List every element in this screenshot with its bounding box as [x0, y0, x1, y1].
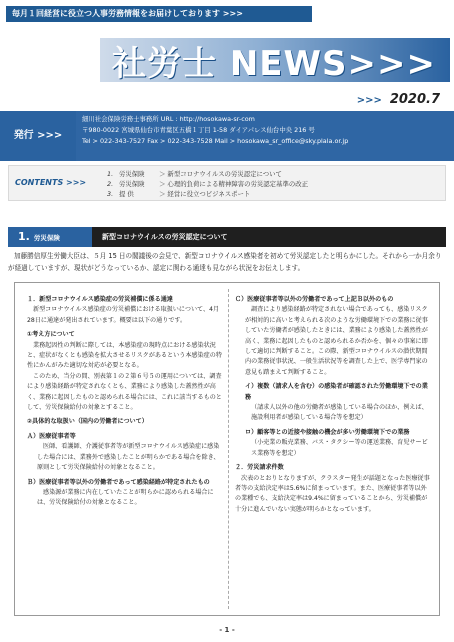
section-heading	[8, 227, 446, 247]
contents-item-tag: 提 供	[119, 190, 134, 198]
heading-item-i: イ）複数（請求人を含む）の感染者が確認された労働環境下での業務	[245, 383, 428, 401]
issue-number: 2020.7	[389, 92, 440, 107]
paragraph: 調査により感染経路が特定されない場合であっても、感染リスクが相対的に高いと考えられる次のような労働環境下での業務に従事していた労働者が感染したときには、業務により感染した蓋然性が高く、業務に起因したものと認められるか否かを、個々の事案に即して適切に判断すること。この際、新型コロナウイルスの潜伏期間内の業務従事状況、一般生活状況等を調査した上で、医学専門家の意見も踏まえて判断すること。	[245, 306, 428, 376]
contents-item-text: ＞ 新型コロナウイルスの労災認定について	[159, 170, 282, 178]
contents-item-num: 1.	[107, 170, 114, 178]
publisher-contact: Tel > 022-343-7527 Fax > 022-343-7528 Mail > hosokawa_sr_office@sky.plala.or.jp	[82, 137, 349, 145]
paragraph: 医師、看護師、介護従事者等が新型コロナウイルス感染症に感染した場合には、業務外で感染したことが明らかである場合を除き、原則として労災保険給付の対象となること。	[37, 443, 220, 472]
paragraph: このため、当分の間、別表第１の２第６号５の運用については、調査により感染経路が特定されなくとも、業務により感染した蓋然性が高く、業務に起因したものと認められる場合には、これに該当するものとして、労災保険給付の対象とすること。	[27, 372, 222, 412]
heading-handling: ②具体的な取扱い（国内の労働者について）	[27, 418, 148, 426]
paragraph: 次表のとおりとなりますが、クラスター発生が話題となった医療従事者等の支給決定率は5.6%に留まっています。また、医療従事者等以外の業種でも、支給決定率は9.4%に留まっていることから、労災補償が十分に進んでいない実態が明らかとなっています。	[235, 474, 430, 513]
contents-item-num: 3.	[107, 190, 114, 198]
contents-list	[107, 169, 308, 199]
contents-item[interactable]	[107, 189, 308, 199]
contents-item-num: 2.	[107, 180, 114, 188]
heading-approach: ①考え方について	[27, 331, 75, 339]
intro-paragraph: 加藤勝信厚生労働大臣は、５月 15 日の閣議後の会見で、新型コロナウイルス感染者を初めて労災認定したと明らかにした。それから一か月余りが経過していますが、現状がどうなっているか、認定に関わる通達も見ながら状況をお伝えします。	[8, 252, 442, 272]
publisher-name-url: 細川社会保険労務士事務所 URL : http://hosokawa-sr-com	[82, 115, 255, 123]
publisher-label: 発行 >>>	[0, 111, 76, 161]
issue-arrow-icon: >>>	[356, 95, 382, 106]
contents-box	[8, 165, 446, 201]
heading-other-workers: Ｃ）医療従事者等以外の労働者であって上記Ｂ以外のもの	[235, 296, 394, 303]
contents-item[interactable]	[107, 179, 308, 189]
section-title: 新型コロナウイルスの労災認定について	[102, 233, 228, 241]
article-box	[14, 282, 440, 616]
contents-item-tag: 労災保険	[119, 170, 145, 178]
heading-notice: １．新型コロナウイルス感染症の労災補償に係る通達	[27, 296, 173, 303]
paragraph: （小売業の販売業務、バス・タクシー等の運送業務、育児サービス業務等を想定）	[251, 439, 428, 457]
publisher-address: 〒980-0022 宮城県仙台市青葉区五橋１丁目 1-58 ダイアパレス仙台中央 216 号	[82, 126, 315, 134]
contents-item[interactable]	[107, 169, 308, 179]
paragraph: 業務起因性の判断に際しては、本感染症の現時点における感染状況と、症状がなくとも感染を拡大させるリスクがあるという本感染症の特性にかんがみた適切な対応が必要となる。	[27, 341, 222, 370]
issue-date	[357, 92, 440, 107]
newsletter-tagline: 毎月１回経営に役立つ人事労務情報をお届けしております >>>	[6, 6, 312, 22]
heading-non-medical: Ｂ）医療従事者等以外の労働者であって感染経路が特定されたもの	[27, 478, 210, 486]
right-column	[235, 291, 431, 515]
heading-medical: Ａ）医療従事者等	[27, 432, 76, 440]
section-number	[8, 227, 92, 247]
contents-label: CONTENTS >>>	[15, 178, 87, 187]
section-tag: 労災保険	[33, 234, 60, 242]
left-column	[27, 291, 223, 509]
column-divider	[228, 289, 229, 609]
masthead	[0, 30, 454, 110]
heading-claims: ２．労災請求件数	[235, 464, 284, 472]
section-num-text: 1.	[18, 230, 30, 243]
heading-item-ro: ロ）顧客等との近接や接触の機会が多い労働環境下での業務	[245, 428, 410, 436]
newsletter-title: 社労士 NEWS>>>	[112, 44, 436, 84]
paragraph: 感染源が業務に内在していたことが明らかに認められる場合には、労災保険給付の対象となること。	[37, 488, 214, 507]
contents-item-text: ＞ 心理的負荷による精神障害の労災認定基準の改正	[159, 180, 309, 188]
top-banner	[0, 0, 454, 30]
contents-item-text: ＞ 経営に役立つビジネスポート	[159, 190, 251, 198]
publisher-block	[0, 111, 454, 161]
publisher-info	[76, 111, 454, 161]
paragraph: （請求人以外の他の労働者が感染している場合のほか、例えば、施設利用者が感染している場合等を想定）	[251, 404, 428, 422]
paragraph: 新型コロナウイルス感染症の労災補償における取扱いについて、4月28日に通達が発出されています。概要は以下の通りです。	[27, 306, 220, 324]
page-number: - 1 -	[219, 626, 235, 634]
contents-item-tag: 労災保険	[119, 180, 145, 188]
